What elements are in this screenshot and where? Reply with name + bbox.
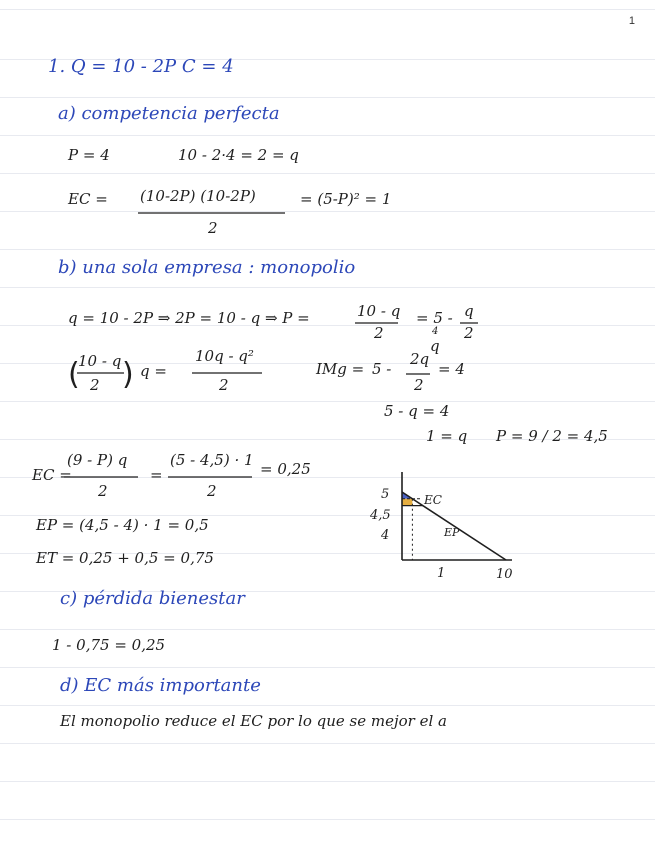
marginal-revenue-numerator: 2q: [410, 350, 430, 368]
welfare-loss-line: 1 - 0,75 = 0,25: [52, 636, 166, 654]
graph-x-label-10: 10: [496, 567, 513, 582]
graph-x-label-1: 1: [437, 566, 446, 581]
inverse-demand-simplified: = 5 -: [416, 309, 453, 327]
inverse-demand-q: q: [464, 302, 474, 320]
solve-step-3: P = 9 / 2 = 4,5: [496, 427, 608, 445]
graph-region-label-ec: EC: [424, 493, 442, 507]
graph-y-label-5: 5: [381, 487, 390, 502]
revenue-lhs-tail: q =: [140, 362, 167, 380]
solve-step-1: 5 - q = 4: [384, 402, 450, 420]
part-a-ec-label: EC =: [68, 190, 108, 208]
inverse-demand-denominator: 2: [374, 324, 384, 342]
revenue-rhs-denominator: 2: [219, 376, 229, 394]
graph-region-label-ep: EP: [444, 526, 460, 539]
marginal-revenue-5: 5 -: [372, 360, 392, 378]
inverse-demand-numerator: 10 - q: [357, 302, 401, 320]
part-a-heading: a) competencia perfecta: [58, 103, 280, 124]
revenue-open-paren: (: [68, 357, 80, 392]
revenue-lhs-denominator: 2: [90, 376, 100, 394]
monopoly-ec-num2: (5 - 4,5) · 1: [170, 451, 254, 469]
part-a-ec-numerator: (10-2P) (10-2P): [140, 187, 256, 205]
inverse-demand-note-4: 4: [432, 326, 439, 337]
revenue-rhs-numerator: 10q - q²: [195, 347, 254, 365]
part-b-heading: b) una sola empresa : monopolio: [58, 257, 356, 278]
marginal-revenue-denominator: 2: [414, 376, 424, 394]
solve-step-2: 1 = q: [426, 427, 468, 445]
marginal-revenue-label: IMg =: [316, 360, 365, 378]
monopoly-ec-result: = 0,25: [260, 460, 311, 478]
problem-statement: 1. Q = 10 - 2P C = 4: [48, 56, 234, 77]
monopoly-ec-equals: =: [150, 466, 163, 484]
inverse-demand-note-q: q: [430, 337, 440, 355]
part-c-heading: c) pérdida bienestar: [60, 588, 245, 609]
inverse-demand-2: 2: [464, 324, 474, 342]
page-number: 1: [628, 15, 635, 27]
monopoly-ec-num1: (9 - P) q: [67, 451, 128, 469]
conclusion-line: El monopolio reduce el EC por lo que se mejor el a: [60, 712, 448, 730]
producer-surplus-area: [402, 499, 412, 506]
part-d-heading: d) EC más importante: [60, 675, 261, 696]
part-a-quantity: 10 - 2·4 = 2 = q: [178, 146, 299, 164]
monopoly-ec-den1: 2: [98, 482, 108, 500]
part-a-ec-denominator: 2: [208, 219, 218, 237]
monopoly-ec-label: EC =: [32, 466, 72, 484]
inverse-demand-derivation: q = 10 - 2P ⇒ 2P = 10 - q ⇒ P =: [68, 309, 310, 327]
producer-surplus-line: EP = (4,5 - 4) · 1 = 0,5: [36, 516, 209, 534]
part-a-price: P = 4: [68, 146, 110, 164]
monopoly-ec-den2: 2: [207, 482, 217, 500]
revenue-lhs-numerator: 10 - q: [78, 352, 122, 370]
part-a-ec-result: = (5-P)² = 1: [300, 190, 392, 208]
marginal-revenue-result: = 4: [438, 360, 465, 378]
graph-y-label-4: 4: [381, 528, 390, 543]
demand-curve: [402, 492, 506, 560]
total-surplus-line: ET = 0,25 + 0,5 = 0,75: [36, 549, 214, 567]
revenue-close-paren: ): [122, 357, 134, 392]
graph-y-label-4-5: 4,5: [370, 508, 391, 523]
